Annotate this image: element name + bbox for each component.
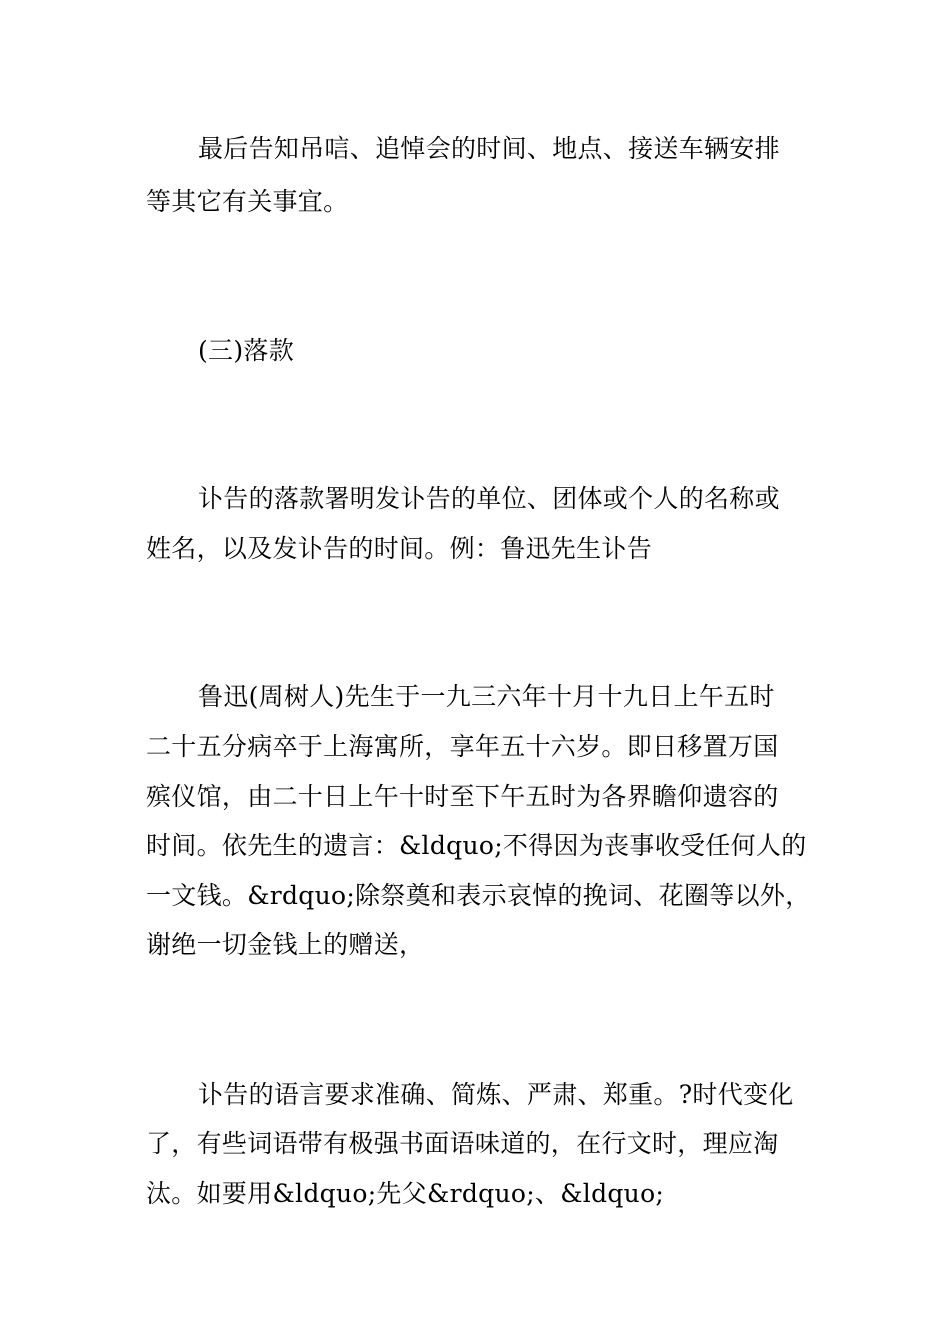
text-line: 二十五分病卒于上海寓所，享年五十六岁。即日移置万国 [146,732,779,761]
text-line: 汰。如要用&ldquo;先父&rdquo;、&ldquo; [146,1179,665,1208]
text-line: 讣告的落款署明发讣告的单位、团体或个人的名称或 [198,484,780,513]
text-line: 等其它有关事宜。 [146,187,349,216]
text-line: 姓名，以及发讣告的时间。例：鲁迅先生讣告 [146,534,653,563]
text-line: 鲁迅(周树人)先生于一九三六年十月十九日上午五时 [198,682,775,711]
text-line: (三)落款 [198,336,295,365]
text-line: 最后告知吊唁、追悼会的时间、地点、接送车辆安排 [198,134,780,163]
text-line: 了，有些词语带有极强书面语味道的，在行文时，理应淘 [146,1129,779,1158]
text-line: 一文钱。&rdquo;除祭奠和表示哀悼的挽词、花圈等以外， [146,881,811,910]
text-line: 时间。依先生的遗言：&ldquo;不得因为丧事收受任何人的 [146,831,807,860]
text-line: 谢绝一切金钱上的赠送， [146,930,425,959]
text-line: 殡仪馆，由二十日上午十时至下午五时为各界瞻仰遗容的 [146,782,779,811]
text-line: 讣告的语言要求准确、简炼、严肃、郑重。?时代变化 [198,1080,794,1109]
